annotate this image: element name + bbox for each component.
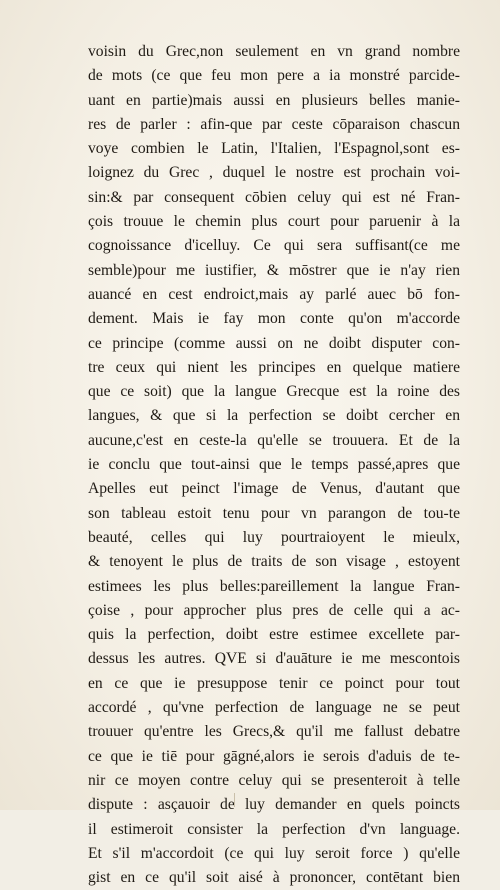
text-line: dispute : asçauoir de luy demander en quels poincts — [88, 796, 460, 814]
text-line: aucune,c'est en ceste-la qu'elle se trouuera. Et de la — [88, 431, 460, 449]
body-text — [88, 40, 460, 890]
text-line: beauté, celles qui luy pourtraioyent le mieulx, — [88, 528, 460, 546]
text-line: ce principe (comme aussi on ne doibt disputer con- — [88, 334, 460, 352]
text-line: Et s'il m'accordoit (ce qui luy seroit force ) qu'elle — [88, 844, 460, 862]
text-line: sin:& par consequent cōbien celuy qui est né Fran- — [88, 188, 460, 206]
text-line: langues, & que si la perfection se doibt cercher en — [88, 407, 460, 425]
text-line: auancé en cest endroict,mais ay parlé auec bō fon- — [88, 285, 460, 303]
text-line: dement. Mais ie fay mon conte qu'on m'accorde — [88, 310, 460, 328]
text-line: estimees les plus belles:pareillement la langue Fran- — [88, 577, 460, 595]
text-line: accordé , qu'vne perfection de language ne se peut — [88, 699, 460, 717]
text-line: voye combien le Latin, l'Italien, l'Espagnol,sont es- — [88, 140, 460, 158]
text-line: dessus les autres. QVE si d'auāture ie me mescontois — [88, 650, 460, 668]
text-line: semble)pour me iustifier, & mōstrer que ie n'ay rien — [88, 261, 460, 279]
text-line: son tableau estoit tenu pour vn parangon de tou-te — [88, 504, 460, 522]
text-line: gist en ce qu'il soit aisé à prononcer, contētant bien — [88, 869, 460, 887]
text-line: & tenoyent le plus de traits de son visage , estoyent — [88, 553, 460, 571]
text-line: res de parler : afin-que par ceste cōparaison chascun — [88, 115, 460, 133]
text-line: uant en partie)mais aussi en plusieurs belles manie- — [88, 91, 460, 109]
text-line: cognoissance d'icelluy. Ce qui sera suffisant(ce me — [88, 237, 460, 255]
text-line: tre ceux qui nient les principes en quelque matiere — [88, 358, 460, 376]
text-line: il estimeroit consister la perfection d'vn language. — [88, 820, 460, 838]
text-line: çoise , pour approcher plus pres de celle qui a ac- — [88, 601, 460, 619]
text-line: de mots (ce que feu mon pere a ia monstré parcide- — [88, 67, 460, 85]
text-line: quis la perfection, doibt estre estimee excellete par- — [88, 626, 460, 644]
gutter-mark — [234, 793, 239, 807]
text-line: trouuer qu'entre les Grecs,& qu'il me fallust debatre — [88, 723, 460, 741]
text-line: ce que ie tiē pour gāgné,alors ie serois d'aduis de te- — [88, 747, 460, 765]
text-line: loignez du Grec , duquel le nostre est prochain voi- — [88, 164, 460, 182]
text-line: voisin du Grec,non seulement en vn grand nombre — [88, 43, 460, 60]
text-line: ie conclu que tout-ainsi que le temps passé,apres que — [88, 456, 460, 474]
text-line: Apelles eut peinct l'image de Venus, d'autant que — [88, 480, 460, 498]
text-line: en ce que ie presuppose tenir ce poinct pour tout — [88, 674, 460, 692]
text-line: çois trouue le chemin plus court pour paruenir à la — [88, 213, 460, 231]
text-line: nir ce moyen contre celuy qui se presenteroit à telle — [88, 771, 460, 789]
text-line: que ce soit) que la langue Grecque est la roine des — [88, 383, 460, 401]
